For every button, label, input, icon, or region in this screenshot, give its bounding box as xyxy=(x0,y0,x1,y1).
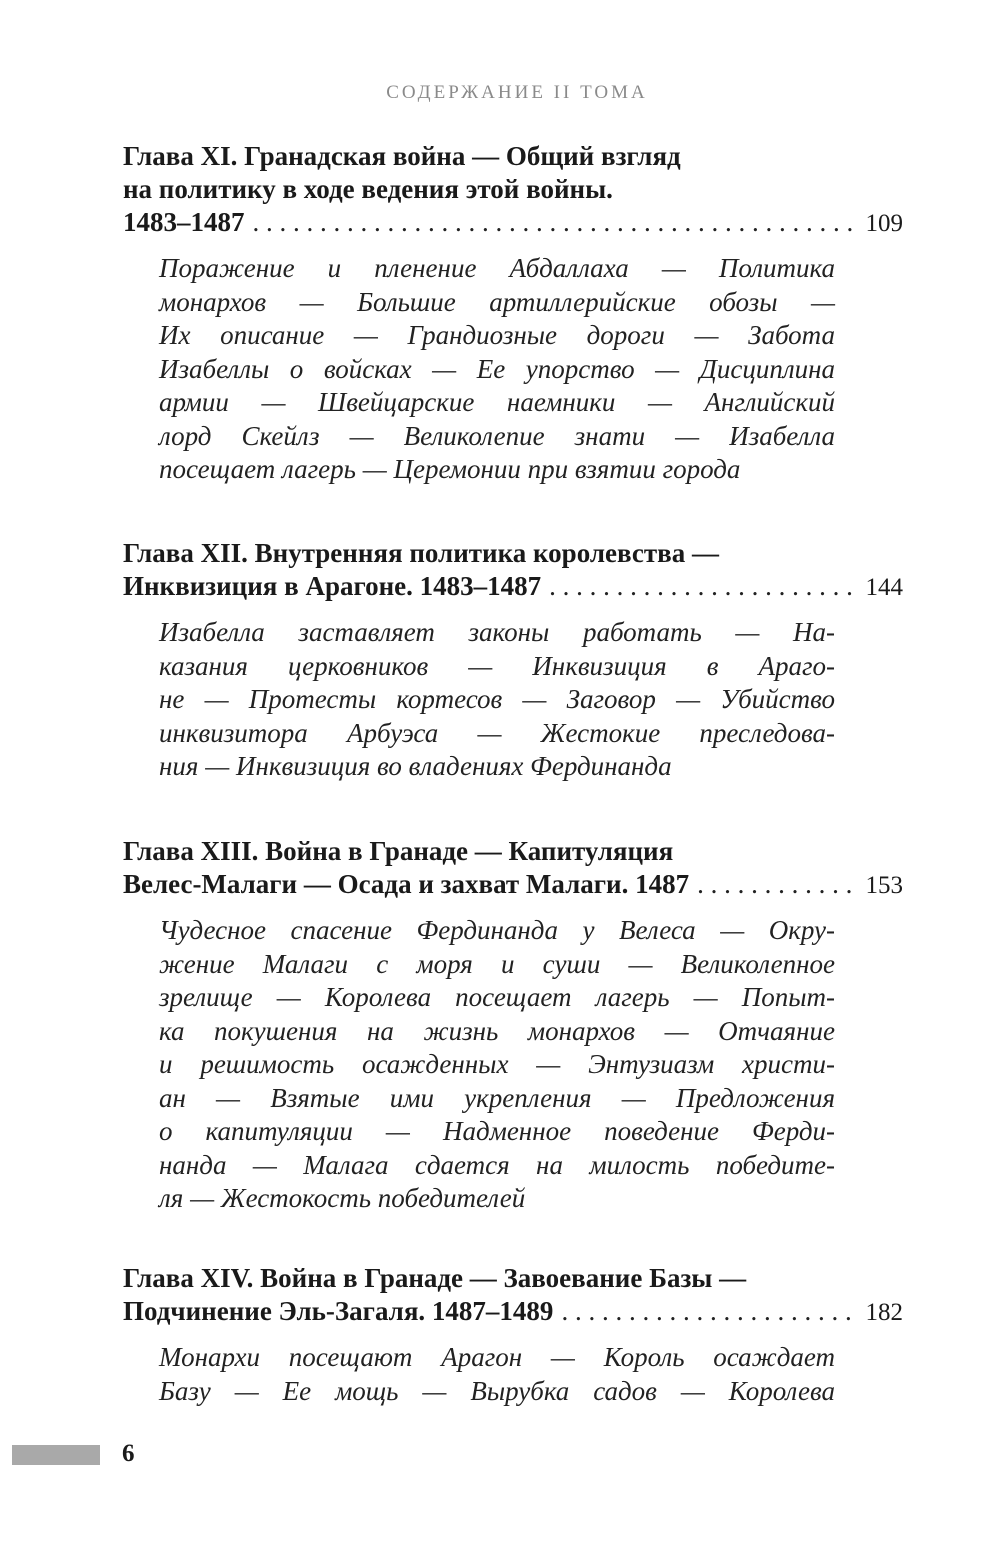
dot-leader xyxy=(549,570,859,603)
page-number: 109 xyxy=(865,210,903,237)
page-number: 144 xyxy=(865,574,903,601)
chapter-title xyxy=(123,537,903,604)
summary-line: армии — Швейцарские наемники — Английский xyxy=(159,387,835,417)
toc-entry-chapter-11[interactable] xyxy=(123,140,903,487)
running-head: СОДЕРЖАНИЕ II ТОМА xyxy=(386,82,648,103)
chapter-summary xyxy=(159,252,835,487)
summary-line: ка покушения на жизнь монархов — Отчаяние xyxy=(159,1015,835,1046)
summary-line: инквизитора Арбуэса — Жестокие преследова- xyxy=(159,717,835,748)
chapter-title-line: Глава XIII. Война в Гранаде — Капитуляция xyxy=(123,836,674,866)
summary-line: Базу — Ее мощь — Вырубка садов — Королева xyxy=(159,1375,835,1406)
summary-line: Чудесное спасение Фердинанда у Велеса — Окру- xyxy=(159,915,835,945)
chapter-title xyxy=(123,1262,903,1329)
chapter-summary xyxy=(159,1341,835,1408)
summary-line: зрелище — Королева посещает лагерь — Попыт- xyxy=(159,982,835,1012)
chapter-summary xyxy=(159,616,835,784)
dot-leader xyxy=(561,1295,859,1328)
page-folio: 6 xyxy=(122,1440,135,1467)
chapter-title-line: Глава XII. Внутренняя политика королевства — xyxy=(123,538,719,568)
summary-line: монархов — Большие артиллерийские обозы — xyxy=(159,286,835,317)
summary-line: лорд Скейлз — Великолепие знати — Изабелла xyxy=(159,420,835,451)
toc-entry-chapter-13[interactable] xyxy=(123,835,903,1216)
dot-leader xyxy=(253,206,860,239)
toc-entry-chapter-14[interactable] xyxy=(123,1262,903,1408)
chapter-title-tail: Велес-Малаги — Осада и захват Малаги. 1487 xyxy=(123,869,690,899)
summary-line: ля — Жестокость победителей xyxy=(159,1183,526,1213)
chapter-title-last-line xyxy=(123,570,903,604)
summary-line: посещает лагерь — Церемонии при взятии города xyxy=(159,454,741,484)
summary-line: казания церковников — Инквизиция в Араго- xyxy=(159,650,835,681)
chapter-title-tail: Инквизиция в Арагоне. 1483–1487 xyxy=(123,571,542,601)
summary-line: и решимость осажденных — Энтузиазм христи- xyxy=(159,1049,835,1079)
chapter-title-line: на политику в ходе ведения этой войны. xyxy=(123,174,613,204)
summary-line: Изабелла заставляет законы работать — На- xyxy=(159,617,835,647)
chapter-title xyxy=(123,140,903,240)
summary-line: ния — Инквизиция во владениях Фердинанда xyxy=(159,751,672,781)
summary-line: Монархи посещают Арагон — Король осаждает xyxy=(159,1342,835,1372)
chapter-title xyxy=(123,835,903,902)
summary-line: Поражение и пленение Абдаллаха — Политика xyxy=(159,253,835,283)
chapter-title-last-line xyxy=(123,868,903,902)
chapter-title-line: Глава XI. Гранадская война — Общий взгляд xyxy=(123,141,681,171)
summary-line: нанда — Малага сдается на милость победите- xyxy=(159,1149,835,1180)
toc-entry-chapter-12[interactable] xyxy=(123,537,903,784)
summary-line: о капитуляции — Надменное поведение Ферди- xyxy=(159,1116,835,1146)
summary-line: ан — Взятые ими укрепления — Предложения xyxy=(159,1082,835,1113)
chapter-title-last-line xyxy=(123,206,903,240)
summary-line: не — Протесты кортесов — Заговор — Убийство xyxy=(159,684,835,714)
summary-line: жение Малаги с моря и суши — Великолепное xyxy=(159,948,835,979)
page-number: 153 xyxy=(865,872,903,899)
summary-line: Их описание — Грандиозные дороги — Забота xyxy=(159,320,835,350)
chapter-title-line: Глава XIV. Война в Гранаде — Завоевание Базы — xyxy=(123,1263,747,1293)
folio-decoration-bar xyxy=(12,1445,100,1465)
chapter-summary xyxy=(159,914,835,1216)
summary-line: Изабеллы о войсках — Ее упорство — Дисциплина xyxy=(159,353,835,384)
page-number: 182 xyxy=(865,1299,903,1326)
chapter-title-last-line xyxy=(123,1295,903,1329)
chapter-title-tail: 1483–1487 xyxy=(123,207,245,237)
chapter-title-tail: Подчинение Эль-Загаля. 1487–1489 xyxy=(123,1296,554,1326)
dot-leader xyxy=(697,868,859,901)
